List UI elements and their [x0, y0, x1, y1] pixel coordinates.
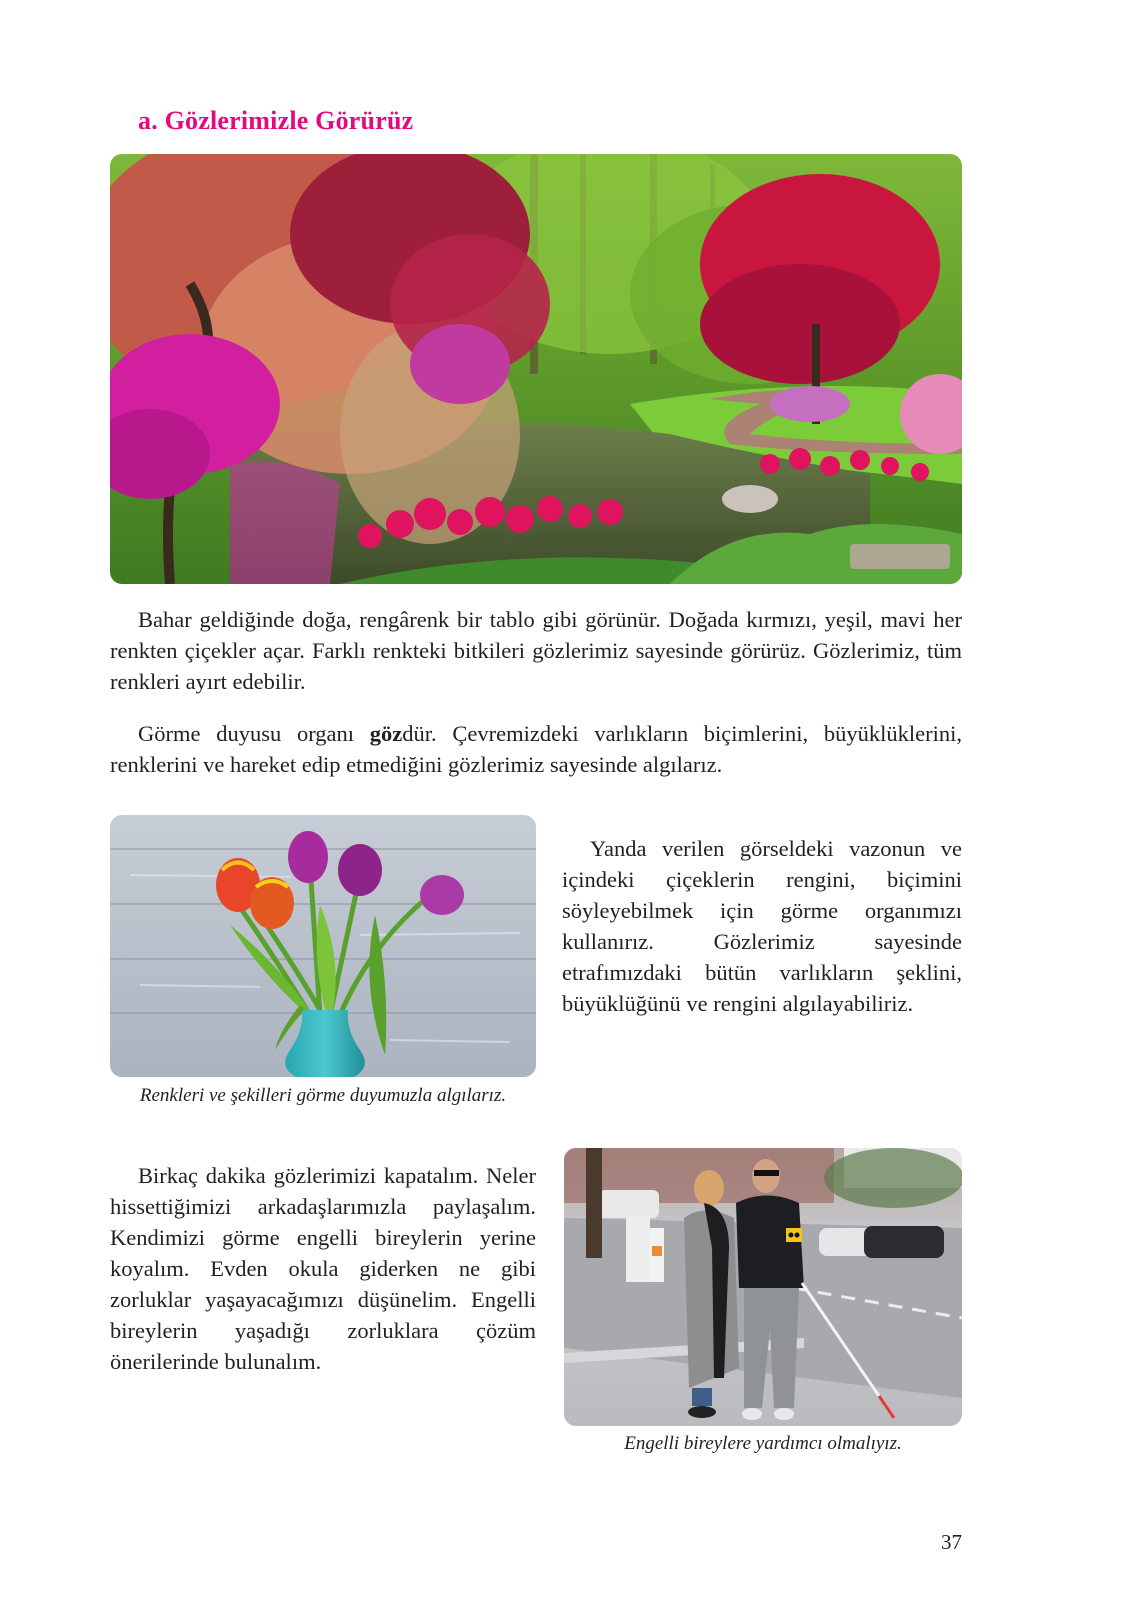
- garden-photo: [110, 154, 962, 584]
- tulips-illustration: [110, 815, 536, 1077]
- street-illustration: [564, 1148, 962, 1426]
- keyword-goz: göz: [369, 721, 403, 746]
- paragraph-vase-text: Yanda verilen görseldeki vazonun ve içindeki çiçeklerin rengini, biçimini söyleyebilmek için görme organımızı kullanırız. Gözlerimiz sayesinde etrafımızdaki bütün varlıkların şeklini, büyüklüğünü ve rengini algılayabiliriz.: [562, 836, 962, 1016]
- tulips-caption: Renkleri ve şekilleri görme duyumuzla algılarız.: [139, 1085, 507, 1106]
- paragraph-close-eyes-text: Birkaç dakika gözlerimizi kapatalım. Neler hissettiğimizi arkadaşlarımızla paylaşalım. Kendimizi görme engelli bireylerin yerine koyalım. Evden okula giderken ne gibi zorluklar yaşayacağımızı düşünelim. Engelli bireylerin yaşadığı zorluklara çözüm önerilerinde bulunalım.: [110, 1163, 536, 1374]
- street-photo: [564, 1148, 962, 1426]
- section-title: a. Gözlerimizle Görürüz: [138, 106, 414, 135]
- paragraph-vase: [562, 833, 962, 1019]
- tulips-photo: [110, 815, 536, 1077]
- paragraph-spring-text: Bahar geldiğinde doğa, rengârenk bir tablo gibi görünür. Doğada kırmızı, yeşil, mavi her renkten çiçekler açar. Farklı renkteki bitkileri gözlerimiz sayesinde görürüz. Gözlerimiz, tüm renkleri ayırt edebilir.: [110, 607, 962, 694]
- page-number: 37: [941, 1530, 962, 1554]
- paragraph-close-eyes: [110, 1160, 536, 1377]
- garden-illustration: [110, 154, 962, 584]
- paragraph-spring: [110, 604, 962, 697]
- paragraph-eye-organ: [110, 718, 962, 780]
- street-caption: Engelli bireylere yardımcı olmalıyız.: [624, 1433, 902, 1454]
- paragraph-eye-organ-text-end: dür. Çevremizdeki varlıkların biçimlerini, büyüklüklerini, renklerini ve hareket edip etmediğini gözlerimiz sayesinde algılarız.: [110, 721, 963, 777]
- paragraph-eye-organ-text-start: Görme duyusu organı: [138, 721, 370, 746]
